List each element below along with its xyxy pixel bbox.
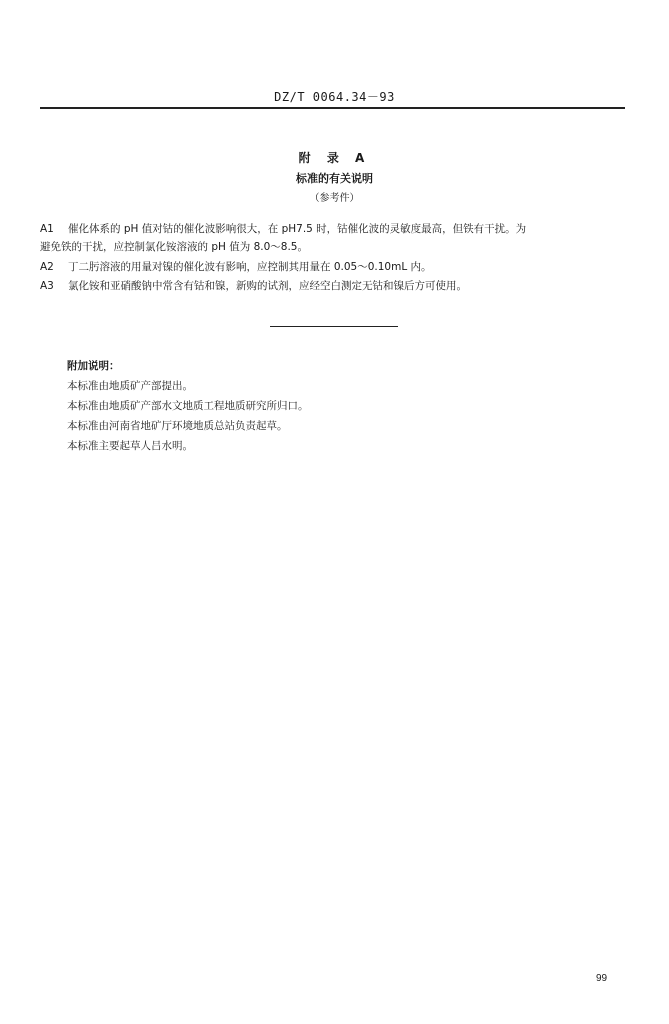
clause-a3: [40, 279, 467, 294]
clause-number: A2: [40, 261, 54, 273]
page-number: 99: [596, 973, 608, 984]
clause-text: 丁二肟溶液的用量对镍的催化波有影响，应控制其用量在 0.05～0.10mL 内。: [68, 261, 432, 273]
header-rule: [40, 107, 625, 109]
additional-note-line: 本标准由河南省地矿厅环境地质总站负责起草。: [67, 420, 288, 432]
additional-note-line: 本标准由地质矿产部提出。: [67, 380, 193, 392]
clause-text: 催化体系的 pH 值对钴的催化波影响很大，在 pH7.5 时，钴催化波的灵敏度最高，但铁有干扰。为: [68, 223, 527, 235]
clause-number: A1: [40, 223, 54, 235]
appendix-subtitle: 标准的有关说明: [296, 172, 373, 185]
additional-note-line: 本标准由地质矿产部水文地质工程地质研究所归口。: [67, 400, 309, 412]
additional-note-line: 本标准主要起草人吕水明。: [67, 440, 193, 452]
clause-a2: [40, 260, 432, 275]
clause-a1: [40, 222, 526, 237]
additional-notes-title: 附加说明：: [67, 360, 120, 372]
appendix-note: （参考件）: [309, 193, 360, 204]
section-divider: [270, 326, 398, 327]
clause-a1-continuation: 避免铁的干扰，应控制氯化铵溶液的 pH 值为 8.0～8.5。: [40, 241, 308, 253]
appendix-title: 附 录 A: [298, 151, 371, 165]
clause-number: A3: [40, 280, 54, 292]
clause-text: 氯化铵和亚硝酸钠中常含有钴和镍，新购的试剂，应经空白测定无钴和镍后方可使用。: [68, 280, 467, 292]
standard-code-header: DZ/T 0064.34－93: [274, 90, 395, 104]
